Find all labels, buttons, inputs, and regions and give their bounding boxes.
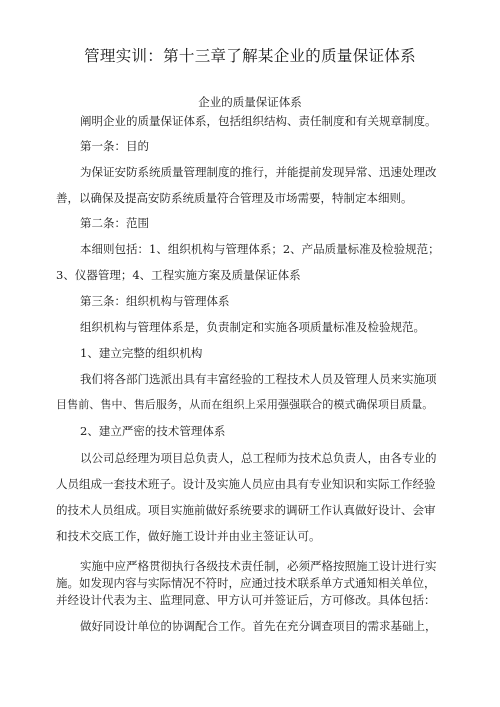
subsection-heading: 2、建立严密的技术管理体系 bbox=[80, 424, 226, 438]
paragraph-line: 实施中应严格贯彻执行各级技术责任制，必须严格按照施工设计进行实 bbox=[80, 559, 437, 573]
paragraph-line: 我们将各部门选派出具有丰富经验的工程技术人员及管理人员来实施项 bbox=[80, 372, 437, 386]
section-heading: 企业的质量保证体系 bbox=[198, 95, 302, 109]
article-heading: 第二条：范围 bbox=[80, 216, 149, 230]
paragraph-line: 做好同设计单位的协调配合工作。首先在充分调查项目的需求基础上， bbox=[80, 619, 437, 633]
article-heading: 第一条：目的 bbox=[80, 139, 149, 153]
paragraph-line: 3、仪器管理；4、工程实施方案及质量保证体系 bbox=[56, 268, 301, 282]
paragraph-line: 并经设计代表为主、监理同意、甲方认可并签证后，方可修改。具体包括： bbox=[56, 593, 436, 607]
paragraph-line: 施。如发现内容与实际情况不符时，应通过技术联系单方式通知相关单位， bbox=[56, 576, 436, 590]
paragraph-line: 的技术人员组成。项目实施前做好系统要求的调研工作认真做好设计、会审 bbox=[56, 503, 436, 517]
paragraph-line: 阐明企业的质量保证体系，包括组织结构、责任制度和有关规章制度。 bbox=[80, 114, 437, 128]
document-title: 管理实训：第十三章了解某企业的质量保证体系 bbox=[84, 47, 416, 65]
paragraph-line: 和技术交底工作，做好施工设计并由业主签证认可。 bbox=[56, 529, 321, 543]
paragraph-line: 本细则包括：1、组织机构与管理体系；2、产品质量标准及检验规范； bbox=[80, 242, 440, 256]
subsection-heading: 1、建立完整的组织机构 bbox=[80, 346, 203, 360]
paragraph-line: 目售前、售中、售后服务，从而在组织上采用强强联合的模式确保项目质量。 bbox=[56, 398, 434, 411]
paragraph-line: 善，以确保及提高安防系统质量符合管理及市场需要，特制定本细则。 bbox=[56, 191, 413, 205]
paragraph-line: 组织机构与管理体系是，负责制定和实施各项质量标准及检验规范。 bbox=[80, 320, 425, 334]
paragraph-line: 人员组成一套技术班子。设计及实施人员应由具有专业知识和实际工作经验 bbox=[56, 477, 436, 491]
paragraph-line: 为保证安防系统质量管理制度的推行，并能提前发现异常、迅速处理改 bbox=[80, 165, 437, 179]
paragraph-line: 以公司总经理为项目总负责人，总工程师为技术总负责人，由各专业的 bbox=[80, 451, 437, 465]
article-heading: 第三条：组织机构与管理体系 bbox=[80, 294, 230, 308]
